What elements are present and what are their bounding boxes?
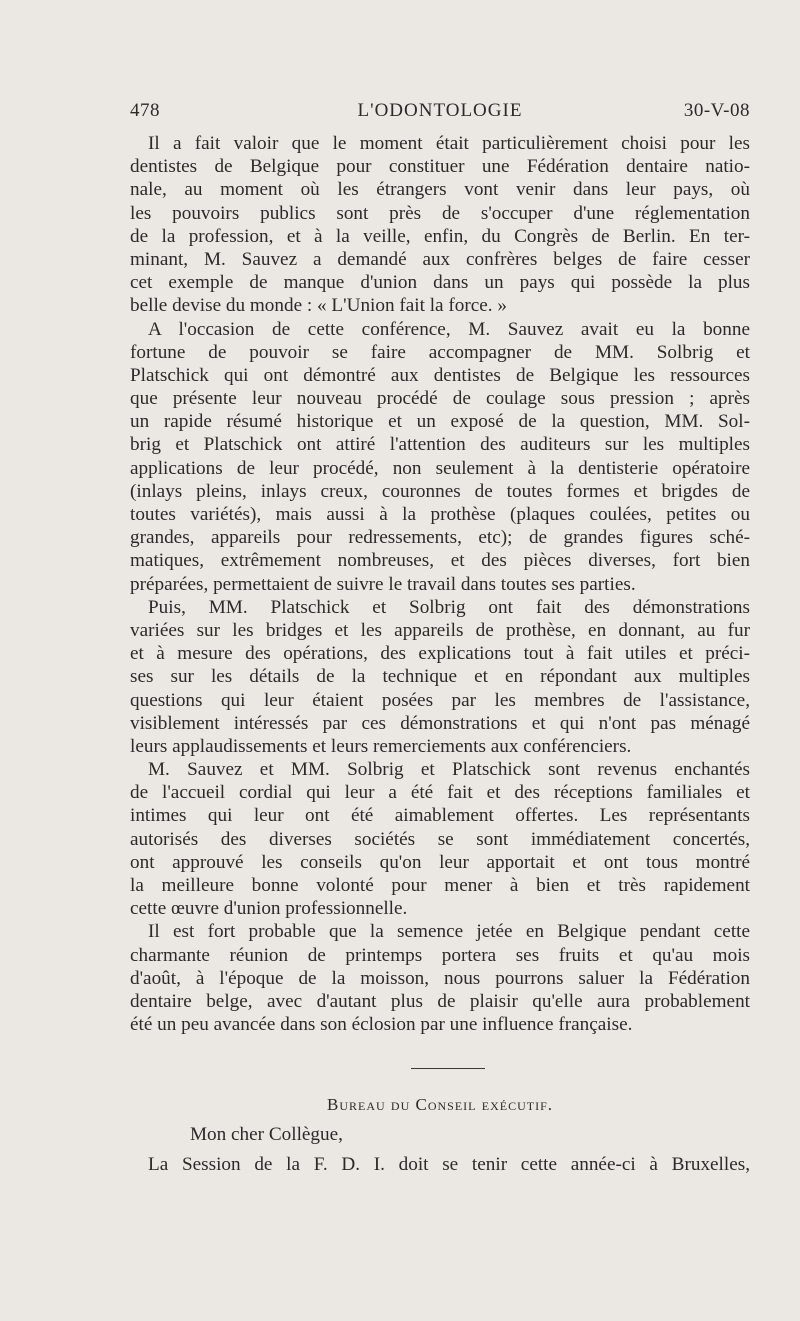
text-line: charmante réunion de printemps portera ses fruits et qu'au mois	[130, 944, 750, 966]
paragraph-3	[130, 596, 750, 758]
text-line: (inlays pleins, inlays creux, couronnes de toutes formes et brigdes de	[130, 480, 750, 502]
text-line: matiques, extrêmement nombreuses, et des pièces diverses, fort bien	[130, 550, 750, 572]
text-line: Platschick qui ont démontré aux dentistes de Belgique les ressources	[130, 364, 750, 386]
text-line: M. Sauvez et MM. Solbrig et Platschick sont revenus enchantés	[148, 759, 750, 781]
page-number: 478	[130, 100, 160, 121]
text-line: Puis, MM. Platschick et Solbrig ont fait des démonstrations	[148, 596, 750, 618]
text-line: applications de leur procédé, non seulement à la dentisterie opératoire	[130, 457, 750, 479]
text-line: visiblement intéressés par ces démonstrations et qui n'ont pas ménagé	[130, 712, 750, 734]
text-line: brig et Platschick ont attiré l'attention des auditeurs sur les multiples	[130, 434, 750, 456]
text-line: variées sur les bridges et les appareils de prothèse, en donnant, au fur	[130, 619, 750, 641]
text-line: belle devise du monde : « L'Union fait la force. »	[130, 295, 507, 317]
section-heading: Bureau du Conseil exécutif.	[327, 1095, 553, 1114]
text-line: que présente leur nouveau procédé de coulage sous pression ; après	[130, 388, 750, 410]
article-body	[130, 132, 750, 1036]
text-line: A l'occasion de cette conférence, M. Sauvez avait eu la bonne	[148, 318, 750, 340]
letter-first-line: La Session de la F. D. I. doit se tenir cette année-ci à Bruxelles,	[148, 1154, 750, 1175]
section-divider	[411, 1068, 485, 1069]
text-line: nale, au moment où les étrangers vont venir dans leur pays, où	[130, 179, 750, 201]
paragraph-5	[130, 920, 750, 1036]
text-line: Il est fort probable que la semence jetée en Belgique pendant cette	[148, 921, 750, 943]
text-line: minant, M. Sauvez a demandé aux confrères belges de faire cesser	[130, 248, 750, 270]
text-line: questions qui leur étaient posées par les membres de l'assistance,	[130, 689, 750, 711]
text-line: de l'accueil cordial qui leur a été fait et des réceptions familiales et	[130, 782, 750, 804]
text-line: dentaire belge, avec d'autant plus de plaisir qu'elle aura probablement	[130, 990, 750, 1012]
text-line: autorisés des diverses sociétés se sont immédiatement concertés,	[130, 828, 750, 850]
text-line: ont approuvé les conseils qu'on leur apportait et ont tous montré	[130, 851, 750, 873]
text-line: ses sur les détails de la technique et en répondant aux multiples	[130, 666, 750, 688]
text-line: la meilleure bonne volonté pour mener à bien et très rapidement	[130, 875, 750, 896]
text-line: cette œuvre d'union professionnelle.	[130, 898, 408, 920]
text-line: les pouvoirs publics sont près de s'occuper d'une réglementation	[130, 202, 750, 224]
text-line: Il a fait valoir que le moment était particulièrement choisi pour les	[148, 133, 750, 154]
text-line: leurs applaudissements et leurs remerciements aux conférenciers.	[130, 735, 632, 757]
text-line: de la profession, et à la veille, enfin, du Congrès de Berlin. En ter-	[130, 225, 750, 247]
paragraph-2	[130, 318, 750, 596]
text-line: d'août, à l'époque de la moisson, nous pourrons saluer la Fédération	[130, 967, 750, 989]
text-line: été un peu avancée dans son éclosion par une influence française.	[130, 1014, 633, 1036]
text-line: cet exemple de manque d'union dans un pays qui possède la plus	[130, 272, 750, 294]
paragraph-1	[130, 132, 750, 318]
issue-date: 30-V-08	[683, 100, 750, 121]
paragraph-4	[130, 758, 750, 920]
text-line: fortune de pouvoir se faire accompagner de MM. Solbrig et	[130, 341, 750, 363]
page-header	[130, 100, 750, 130]
letter-salutation: Mon cher Collègue,	[190, 1124, 343, 1145]
text-line: toutes variétés), mais aussi à la prothèse (plaques coulées, petites ou	[130, 504, 750, 525]
running-title: L'ODONTOLOGIE	[357, 100, 523, 121]
text-line: dentistes de Belgique pour constituer une Fédération dentaire natio-	[130, 156, 750, 178]
text-line: et à mesure des opérations, des explications tout à fait utiles et préci-	[130, 643, 750, 665]
text-line: un rapide résumé historique et un exposé de la question, MM. Sol-	[130, 411, 750, 433]
text-line: préparées, permettaient de suivre le travail dans toutes ses parties.	[130, 573, 636, 595]
text-line: grandes, appareils pour redressements, etc); de grandes figures sché-	[130, 527, 750, 549]
text-line: intimes qui leur ont été aimablement offertes. Les représentants	[130, 805, 750, 827]
